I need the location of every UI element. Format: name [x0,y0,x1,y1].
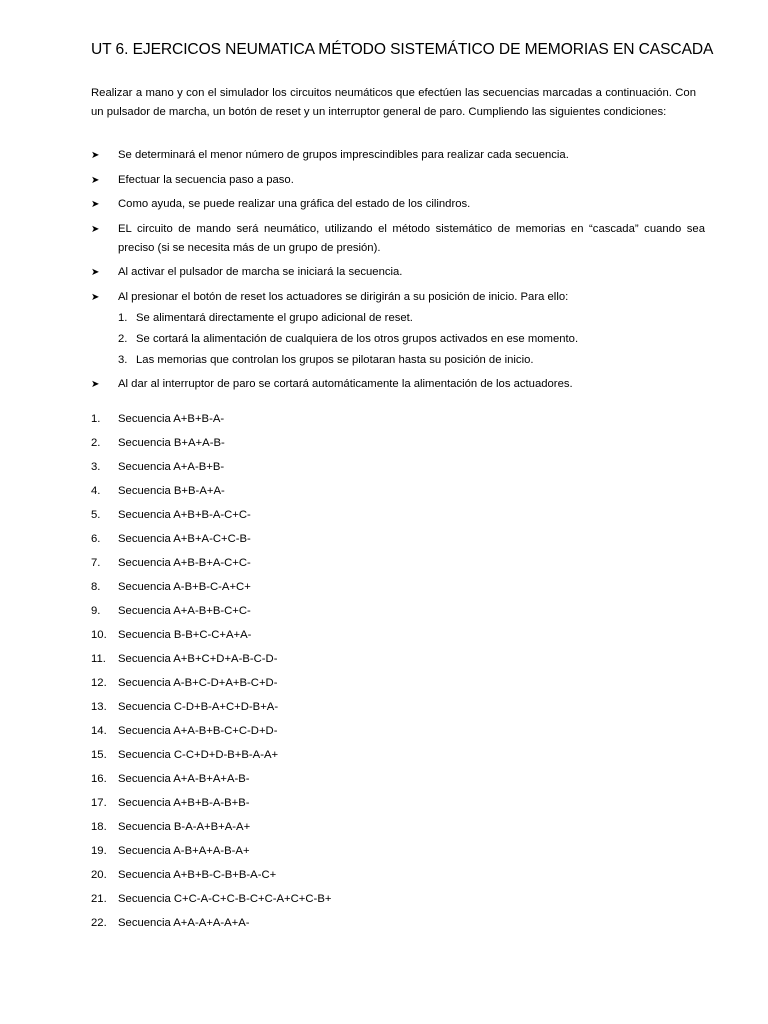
condition-text: Al presionar el botón de reset los actuadores se dirigirán a su posición de inicio. Para ello: [118,290,569,303]
sequence-text: Secuencia A+B-B+A-C+C- [118,557,251,569]
intro-paragraph: Realizar a mano y con el simulador los circuitos neumáticos que efectúen las secuencias marcadas a continuación. Con un pulsador de marcha, un botón de reset y un interruptor general de paro. Cumpliendo las siguientes condiciones: [91,87,696,118]
sequence-text: Secuencia B-A-A+B+A-A+ [118,821,251,833]
sequence-text: Secuencia C-D+B-A+C+D-B+A- [118,701,279,713]
condition-item [91,288,705,370]
reset-step [118,351,705,370]
sequence-number: 10. [91,629,107,641]
sequence-number: 22. [91,917,107,929]
sequence-number: 3. [91,461,101,473]
condition-item [91,146,705,165]
sequence-number: 5. [91,509,101,521]
sequence-item [91,914,331,938]
sequence-text: Secuencia A+B+B-C-B+B-A-C+ [118,869,277,881]
sequence-text: Secuencia A+B+B-A-C+C- [118,509,251,521]
sequence-item [91,506,331,530]
sequence-item [91,434,331,458]
sequence-text: Secuencia B-B+C-C+A+A- [118,629,252,641]
sequence-text: Secuencia A+A-B+B-C+C-D+D- [118,725,278,737]
sequence-text: Secuencia A+B+B-A- [118,413,225,425]
sequence-number: 2. [91,437,101,449]
condition-text: Al activar el pulsador de marcha se iniciará la secuencia. [118,266,403,278]
reset-step-text: Se cortará la alimentación de cualquiera de los otros grupos activados en ese momento. [136,332,579,345]
condition-item [91,171,705,190]
condition-text: Se determinará el menor número de grupos imprescindibles para realizar cada secuencia. [118,149,569,161]
condition-item [91,195,705,214]
reset-step [118,330,705,349]
sequence-item [91,842,331,866]
sequence-number: 8. [91,581,101,593]
sequence-text: Secuencia A-B+A+A-B-A+ [118,845,250,857]
sequence-item [91,602,331,626]
condition-text: EL circuito de mando será neumático, utilizando el método sistemático de memorias en “cascada” cuando sea preciso (si se necesita más de un grupo de presión). [118,222,705,254]
reset-step-text: Se alimentará directamente el grupo adicional de reset. [136,311,413,324]
sequence-text: Secuencia A-B+B-C-A+C+ [118,581,251,593]
condition-text: Como ayuda, se puede realizar una gráfica del estado de los cilindros. [118,198,471,210]
sequence-number: 15. [91,749,107,761]
sequence-item [91,650,331,674]
condition-item [91,220,705,258]
sequence-item [91,722,331,746]
reset-step-text: Las memorias que controlan los grupos se pilotaran hasta su posición de inicio. [136,353,534,366]
sequence-number: 18. [91,821,107,833]
condition-item [91,263,705,282]
sequence-number: 14. [91,725,107,737]
sequence-number: 9. [91,605,101,617]
sequence-list [91,410,331,938]
reset-step-number: 1. [118,311,128,324]
sequence-item [91,674,331,698]
reset-step-number: 3. [118,353,128,366]
condition-text: Al dar al interruptor de paro se cortará automáticamente la alimentación de los actuadores. [118,378,573,390]
sequence-item [91,554,331,578]
sequence-number: 7. [91,557,101,569]
sequence-number: 1. [91,413,101,425]
sequence-text: Secuencia A+B+A-C+C-B- [118,533,251,545]
sequence-item [91,482,331,506]
sequence-item [91,890,331,914]
sequence-item [91,578,331,602]
sequence-item [91,794,331,818]
condition-item [91,375,705,394]
reset-step-number: 2. [118,332,128,345]
sequence-text: Secuencia A+B+C+D+A-B-C-D- [118,653,278,665]
arrow-bullet-icon: ➤ [91,174,100,186]
sequence-text: Secuencia A+A-A+A-A+A- [118,917,250,929]
sequence-number: 13. [91,701,107,713]
sequence-number: 21. [91,893,107,905]
arrow-bullet-icon: ➤ [91,291,100,303]
sequence-text: Secuencia A-B+C-D+A+B-C+D- [118,677,278,689]
arrow-bullet-icon: ➤ [91,379,100,390]
sequence-item [91,530,331,554]
conditions-list [91,146,705,400]
sequence-item [91,458,331,482]
condition-text: Efectuar la secuencia paso a paso. [118,173,294,186]
sequence-text: Secuencia C+C-A-C+C-B-C+C-A+C+C-B+ [118,893,332,905]
sequence-number: 19. [91,845,107,857]
sequence-number: 16. [91,773,107,785]
sequence-item [91,698,331,722]
reset-steps-list [118,309,705,370]
sequence-number: 11. [91,653,106,665]
sequence-text: Secuencia B+B-A+A- [118,485,225,497]
document-title: UT 6. EJERCICOS NEUMATICA MÉTODO SISTEMÁTICO DE MEMORIAS EN CASCADA [91,41,714,58]
sequence-item [91,770,331,794]
sequence-item [91,866,331,890]
sequence-text: Secuencia A+A-B+B- [118,461,225,473]
arrow-bullet-icon: ➤ [91,223,100,235]
sequence-number: 12. [91,677,107,689]
sequence-item [91,818,331,842]
sequence-number: 4. [91,485,101,497]
sequence-text: Secuencia A+B+B-A-B+B- [118,797,250,809]
arrow-bullet-icon: ➤ [91,267,100,278]
sequence-item [91,746,331,770]
sequence-text: Secuencia B+A+A-B- [118,437,225,449]
sequence-number: 6. [91,533,101,545]
sequence-number: 17. [91,797,107,809]
sequence-text: Secuencia A+A-B+B-C+C- [118,605,251,617]
arrow-bullet-icon: ➤ [91,199,100,210]
sequence-item [91,626,331,650]
sequence-text: Secuencia A+A-B+A+A-B- [118,773,250,785]
arrow-bullet-icon: ➤ [91,150,100,161]
reset-step [118,309,705,328]
sequence-item [91,410,331,434]
sequence-text: Secuencia C-C+D+D-B+B-A-A+ [118,749,279,761]
sequence-number: 20. [91,869,107,881]
